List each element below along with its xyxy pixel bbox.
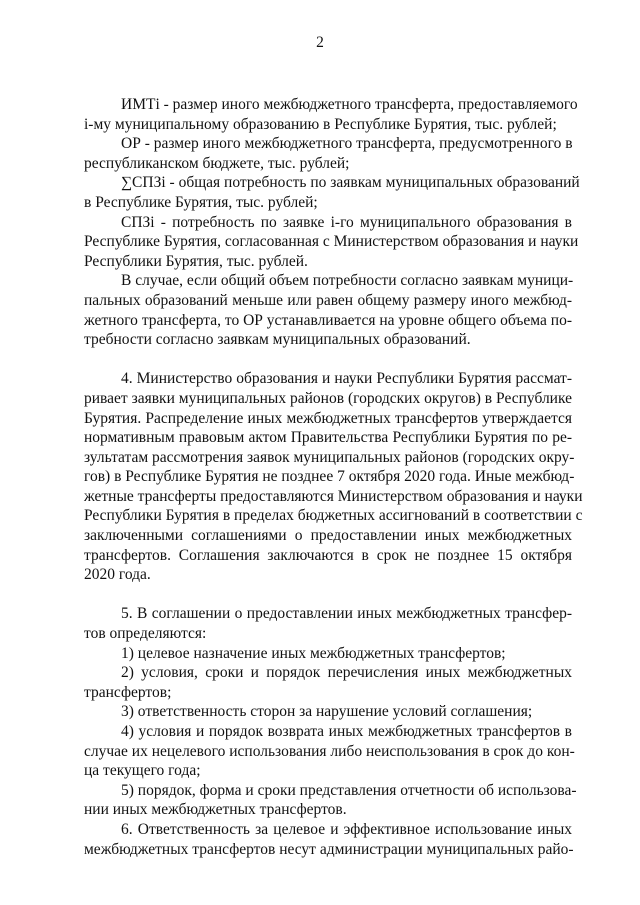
paragraph-p6	[84, 820, 572, 859]
paragraph-imti	[84, 95, 578, 134]
paragraph-p5-2	[84, 663, 572, 702]
text-line: Бурятия. Распределение иных межбюджетных трансфертов утверждается	[84, 409, 572, 427]
text-line: ца текущего года;	[84, 762, 201, 780]
paragraph-spzi	[84, 213, 579, 272]
paragraph-sum-spzi	[84, 173, 580, 212]
paragraph-gap	[84, 585, 572, 605]
text-line: тов определяются:	[84, 625, 207, 643]
text-line: ОР - размер иного межбюджетного трансферта, предусмотренного в	[121, 135, 573, 153]
text-line: 6. Ответственность за целевое и эффективное использование иных	[121, 820, 572, 838]
text-line: жетного трансферта, то ОР устанавливается на уровне общего объема по-	[84, 311, 572, 329]
paragraph-list	[84, 95, 583, 859]
paragraph-case	[84, 271, 572, 349]
paragraph-or	[84, 134, 572, 173]
text-line: 4. Министерство образования и науки Республики Бурятия рассмат-	[121, 370, 572, 388]
text-line: требности согласно заявкам муниципальных образований.	[84, 331, 471, 349]
text-line: Республики Бурятия в пределах бюджетных ассигнований в соответствии с	[84, 507, 583, 525]
text-line: жетные трансферты предоставляются Министерством образования и науки	[84, 487, 583, 505]
text-line: трансфертов. Соглашения заключаются в срок не позднее 15 октября	[84, 546, 572, 564]
text-line: Республике Бурятия, согласованная с Министерством образования и науки	[84, 233, 579, 251]
text-line: i-му муниципальному образованию в Республике Бурятия, тыс. рублей;	[84, 115, 557, 133]
text-line: нормативным правовым актом Правительства Республики Бурятия по ре-	[84, 429, 572, 447]
text-line: ИМТi - размер иного межбюджетного трансферта, предоставляемого	[121, 96, 578, 113]
text-line: 5. В соглашении о предоставлении иных межбюджетных трансфер-	[121, 605, 572, 623]
paragraph-p5-4	[84, 722, 575, 781]
text-line: заключенными соглашениями о предоставлении иных межбюджетных	[84, 527, 572, 545]
text-line: 4) условия и порядок возврата иных межбюджетных трансфертов в	[121, 723, 572, 740]
text-line: пальных образований меньше или равен общему размеру иного межбюд-	[84, 291, 572, 309]
paragraph-p5	[84, 604, 572, 643]
text-line: зультатам рассмотрения заявок муниципальных районов (городских окру-	[84, 448, 575, 466]
text-line: В случае, если общий объем потребности согласно заявкам муници-	[121, 272, 574, 290]
text-line: гов) в Республике Бурятия не позднее 7 октября 2020 года. Иные межбюд-	[84, 468, 575, 486]
text-line: в Республике Бурятия, тыс. рублей;	[84, 193, 318, 211]
paragraph-gap	[84, 350, 572, 370]
text-line: нии иных межбюджетных трансфертов.	[84, 801, 347, 819]
text-line: 3) ответственность сторон за нарушение условий соглашения;	[121, 703, 533, 721]
document-body	[84, 95, 583, 859]
paragraph-p5-3	[84, 702, 572, 722]
text-line: межбюджетных трансфертов несут администрации муниципальных райо-	[84, 840, 574, 858]
text-line: случае их нецелевого использования либо неиспользования в срок до кон-	[84, 742, 575, 760]
text-line: ривает заявки муниципальных районов (городских округов) в Республике	[84, 389, 572, 407]
page-number: 2	[316, 34, 324, 51]
text-line: СПЗi - потребность по заявке i-го муниципального образования в	[121, 213, 572, 231]
text-line: 2) условия, сроки и порядок перечисления иных межбюджетных	[121, 664, 572, 682]
text-line: 2020 года.	[84, 566, 151, 584]
text-line: Республики Бурятия, тыс. рублей.	[84, 252, 308, 270]
text-line: республиканском бюджете, тыс. рублей;	[84, 154, 350, 172]
paragraph-p5-1	[84, 644, 572, 664]
text-line: 5) порядок, форма и сроки представления отчетности об использова-	[121, 781, 577, 799]
text-line: 1) целевое назначение иных межбюджетных трансфертов;	[121, 644, 506, 662]
paragraph-p5-5	[84, 781, 577, 820]
paragraph-p4	[84, 369, 583, 585]
text-line: ∑СПЗi - общая потребность по заявкам муниципальных образований	[121, 174, 580, 192]
text-line: трансфертов;	[84, 683, 172, 701]
